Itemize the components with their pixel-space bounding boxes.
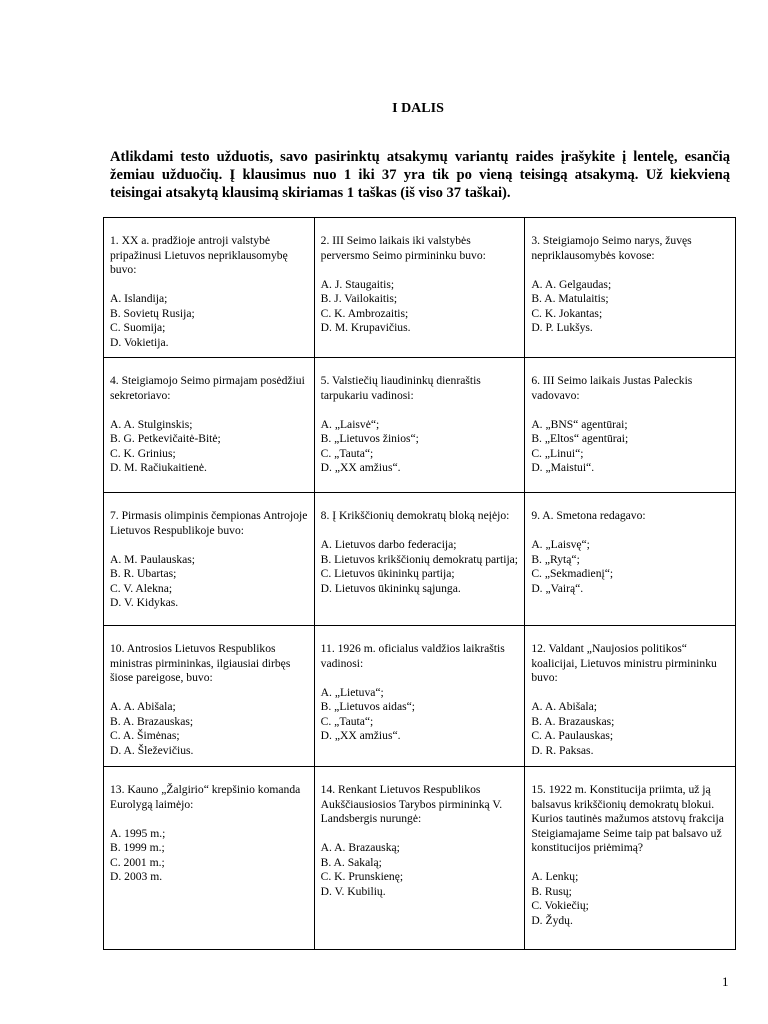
page-number: 1	[722, 974, 729, 989]
question-text: 10. Antrosios Lietuvos Respublikos ministras pirmininkas, ilgiausiai dirbęs šiose pareigose, buvo:	[110, 642, 291, 684]
question-text: 12. Valdant „Naujosios politikos“ koalicijai, Lietuvos ministru pirmininku buvo:	[531, 642, 717, 684]
table-row	[104, 493, 736, 626]
question-cell	[525, 358, 736, 493]
question-cell	[314, 626, 525, 767]
answer-option: C. A. Šimėnas;	[110, 729, 180, 742]
answer-option: B. 1999 m.;	[110, 841, 165, 854]
answer-option: C. Lietuvos ūkininkų partija;	[320, 567, 455, 580]
question-text: 8. Į Krikščionių demokratų bloką neįėjo:	[320, 509, 510, 522]
answer-option: A. A. Abišala;	[531, 700, 598, 713]
answer-option: D. V. Kubilių.	[320, 884, 386, 898]
question-cell	[314, 767, 525, 950]
question-cell	[314, 218, 525, 358]
question-cell	[104, 493, 315, 626]
answer-option: B. Lietuvos krikščionių demokratų partija;	[320, 552, 519, 566]
answer-option: D. V. Kidykas.	[110, 596, 179, 609]
answer-option: C. K. Grinius;	[110, 446, 176, 460]
answer-option: B. A. Sakalą;	[320, 855, 382, 869]
answer-option: A. „BNS“ agentūrai;	[531, 417, 628, 431]
table-row	[104, 358, 736, 493]
answer-option: C. V. Alekna;	[110, 581, 173, 595]
table-row	[104, 626, 736, 767]
answer-option: D. „Maistui“.	[531, 461, 595, 474]
answer-option: C. „Linui“;	[531, 446, 584, 460]
answer-option: B. „Eltos“ agentūrai;	[531, 432, 629, 445]
table-row	[104, 218, 736, 358]
question-text: 6. III Seimo laikais Justas Paleckis vadovavo:	[531, 374, 693, 402]
question-cell	[104, 358, 315, 493]
answer-option: D. Vokietija.	[110, 335, 169, 349]
question-cell	[314, 358, 525, 493]
answer-option: D. 2003 m.	[110, 870, 163, 883]
answer-option: C. 2001 m.;	[110, 855, 165, 869]
question-cell	[525, 218, 736, 358]
question-text: 5. Valstiečių liaudininkų dienraštis tarpukariu vadinosi:	[320, 374, 481, 402]
answer-option: A. Lenkų;	[531, 870, 579, 883]
question-text: 14. Renkant Lietuvos Respublikos Aukščiausiosios Tarybos pirmininką V. Landsbergis nurungė:	[320, 783, 503, 825]
page-title: I DALIS	[392, 101, 444, 116]
answer-option: C. K. Ambrozaitis;	[320, 306, 409, 320]
answer-option: D. A. Šleževičius.	[110, 743, 194, 757]
answer-option: A. Islandija;	[110, 292, 168, 305]
question-cell	[525, 767, 736, 950]
question-text: 2. III Seimo laikais iki valstybės perversmo Seimo pirmininku buvo:	[320, 234, 486, 262]
answer-option: D. „XX amžius“.	[320, 461, 401, 474]
answer-option: D. P. Lukšys.	[531, 321, 593, 334]
answer-option: B. Sovietų Rusija;	[110, 306, 195, 320]
answer-option: A. A. Brazauską;	[320, 841, 400, 854]
table-row	[104, 767, 736, 950]
answer-option: D. „Vairą“.	[531, 581, 584, 595]
answer-option: A. „Laisvė“;	[320, 417, 380, 431]
questions-table	[103, 217, 736, 950]
question-cell	[104, 218, 315, 358]
answer-option: A. „Laisvę“;	[531, 538, 590, 551]
question-text: 13. Kauno „Žalgirio“ krepšinio komanda Eurolygą laimėjo:	[110, 783, 301, 811]
answer-option: C. „Tauta“;	[320, 714, 374, 728]
question-text: 1. XX a. pradžioje antroji valstybė pripažinusi Lietuvos nepriklausomybę buvo:	[110, 234, 288, 276]
answer-option: C. K. Prunskienę;	[320, 870, 404, 883]
answer-option: B. „Lietuvos žinios“;	[320, 432, 419, 445]
answer-option: B. G. Petkevičaitė-Bitė;	[110, 432, 221, 445]
question-cell	[525, 493, 736, 626]
question-cell	[314, 493, 525, 626]
answer-option: B. R. Ubartas;	[110, 567, 177, 580]
instructions-paragraph: Atlikdami testo užduotis, savo pasirinktų atsakymų variantų raides įrašykite į lentelę, esančią žemiau užduočių. Į klausimus nuo 1 iki 37 yra tik po vieną teisingą atsakymą. Už kiekvieną teisingai atsakytą klausimą skiriamas 1 taškas (iš viso 37 taškai).	[110, 149, 730, 201]
answer-option: A. A. Gelgaudas;	[531, 277, 612, 291]
answer-option: C. „Sekmadienį“;	[531, 567, 614, 580]
answer-option: D. Žydų.	[531, 913, 573, 927]
answer-option: C. A. Paulauskas;	[531, 729, 614, 742]
question-cell	[525, 626, 736, 767]
question-text: 11. 1926 m. oficialus valdžios laikraštis vadinosi:	[320, 642, 505, 670]
answer-option: B. „Lietuvos aidas“;	[320, 700, 415, 713]
answer-option: C. Suomija;	[110, 321, 166, 334]
answer-option: D. M. Krupavičius.	[320, 321, 411, 334]
answer-option: B. A. Matulaitis;	[531, 292, 609, 305]
answer-option: B. Rusų;	[531, 884, 572, 898]
question-text: 15. 1922 m. Konstitucija priimta, už ją balsavus krikščionių demokratų blokui. Kurios tautinės mažumos atstovų frakcija Steigiamajame Seime taip pat balsavo už konstitucijos priėmimą?	[531, 783, 724, 854]
question-text: 7. Pirmasis olimpinis čempionas Antrojoje Lietuvos Respublikoje buvo:	[110, 509, 308, 537]
answer-option: D. „XX amžius“.	[320, 729, 401, 742]
answer-option: D. Lietuvos ūkininkų sąjunga.	[320, 581, 461, 595]
answer-option: A. A. Stulginskis;	[110, 417, 193, 431]
question-cell	[104, 626, 315, 767]
answer-option: A. Lietuvos darbo federacija;	[320, 538, 457, 551]
answer-option: D. R. Paksas.	[531, 743, 594, 757]
answer-option: B. J. Vailokaitis;	[320, 292, 398, 305]
question-text: 9. A. Smetona redagavo:	[531, 509, 646, 522]
question-text: 4. Steigiamojo Seimo pirmajam posėdžiui sekretoriavo:	[110, 374, 305, 402]
answer-option: B. „Rytą“;	[531, 552, 580, 566]
answer-option: C. K. Jokantas;	[531, 306, 603, 320]
question-text: 3. Steigiamojo Seimo narys, žuvęs nepriklausomybės kovose:	[531, 234, 692, 262]
answer-option: B. A. Brazauskas;	[531, 714, 615, 728]
answer-option: D. M. Račiukaitienė.	[110, 461, 207, 474]
answer-option: A. A. Abišala;	[110, 700, 176, 713]
answer-option: B. A. Brazauskas;	[110, 714, 194, 728]
answer-option: C. „Tauta“;	[320, 446, 374, 460]
answer-option: A. „Lietuva“;	[320, 685, 384, 699]
answer-option: A. M. Paulauskas;	[110, 552, 196, 566]
question-cell	[104, 767, 315, 950]
answer-option: A. 1995 m.;	[110, 826, 166, 840]
answer-option: C. Vokiečių;	[531, 899, 589, 912]
answer-option: A. J. Staugaitis;	[320, 277, 395, 291]
